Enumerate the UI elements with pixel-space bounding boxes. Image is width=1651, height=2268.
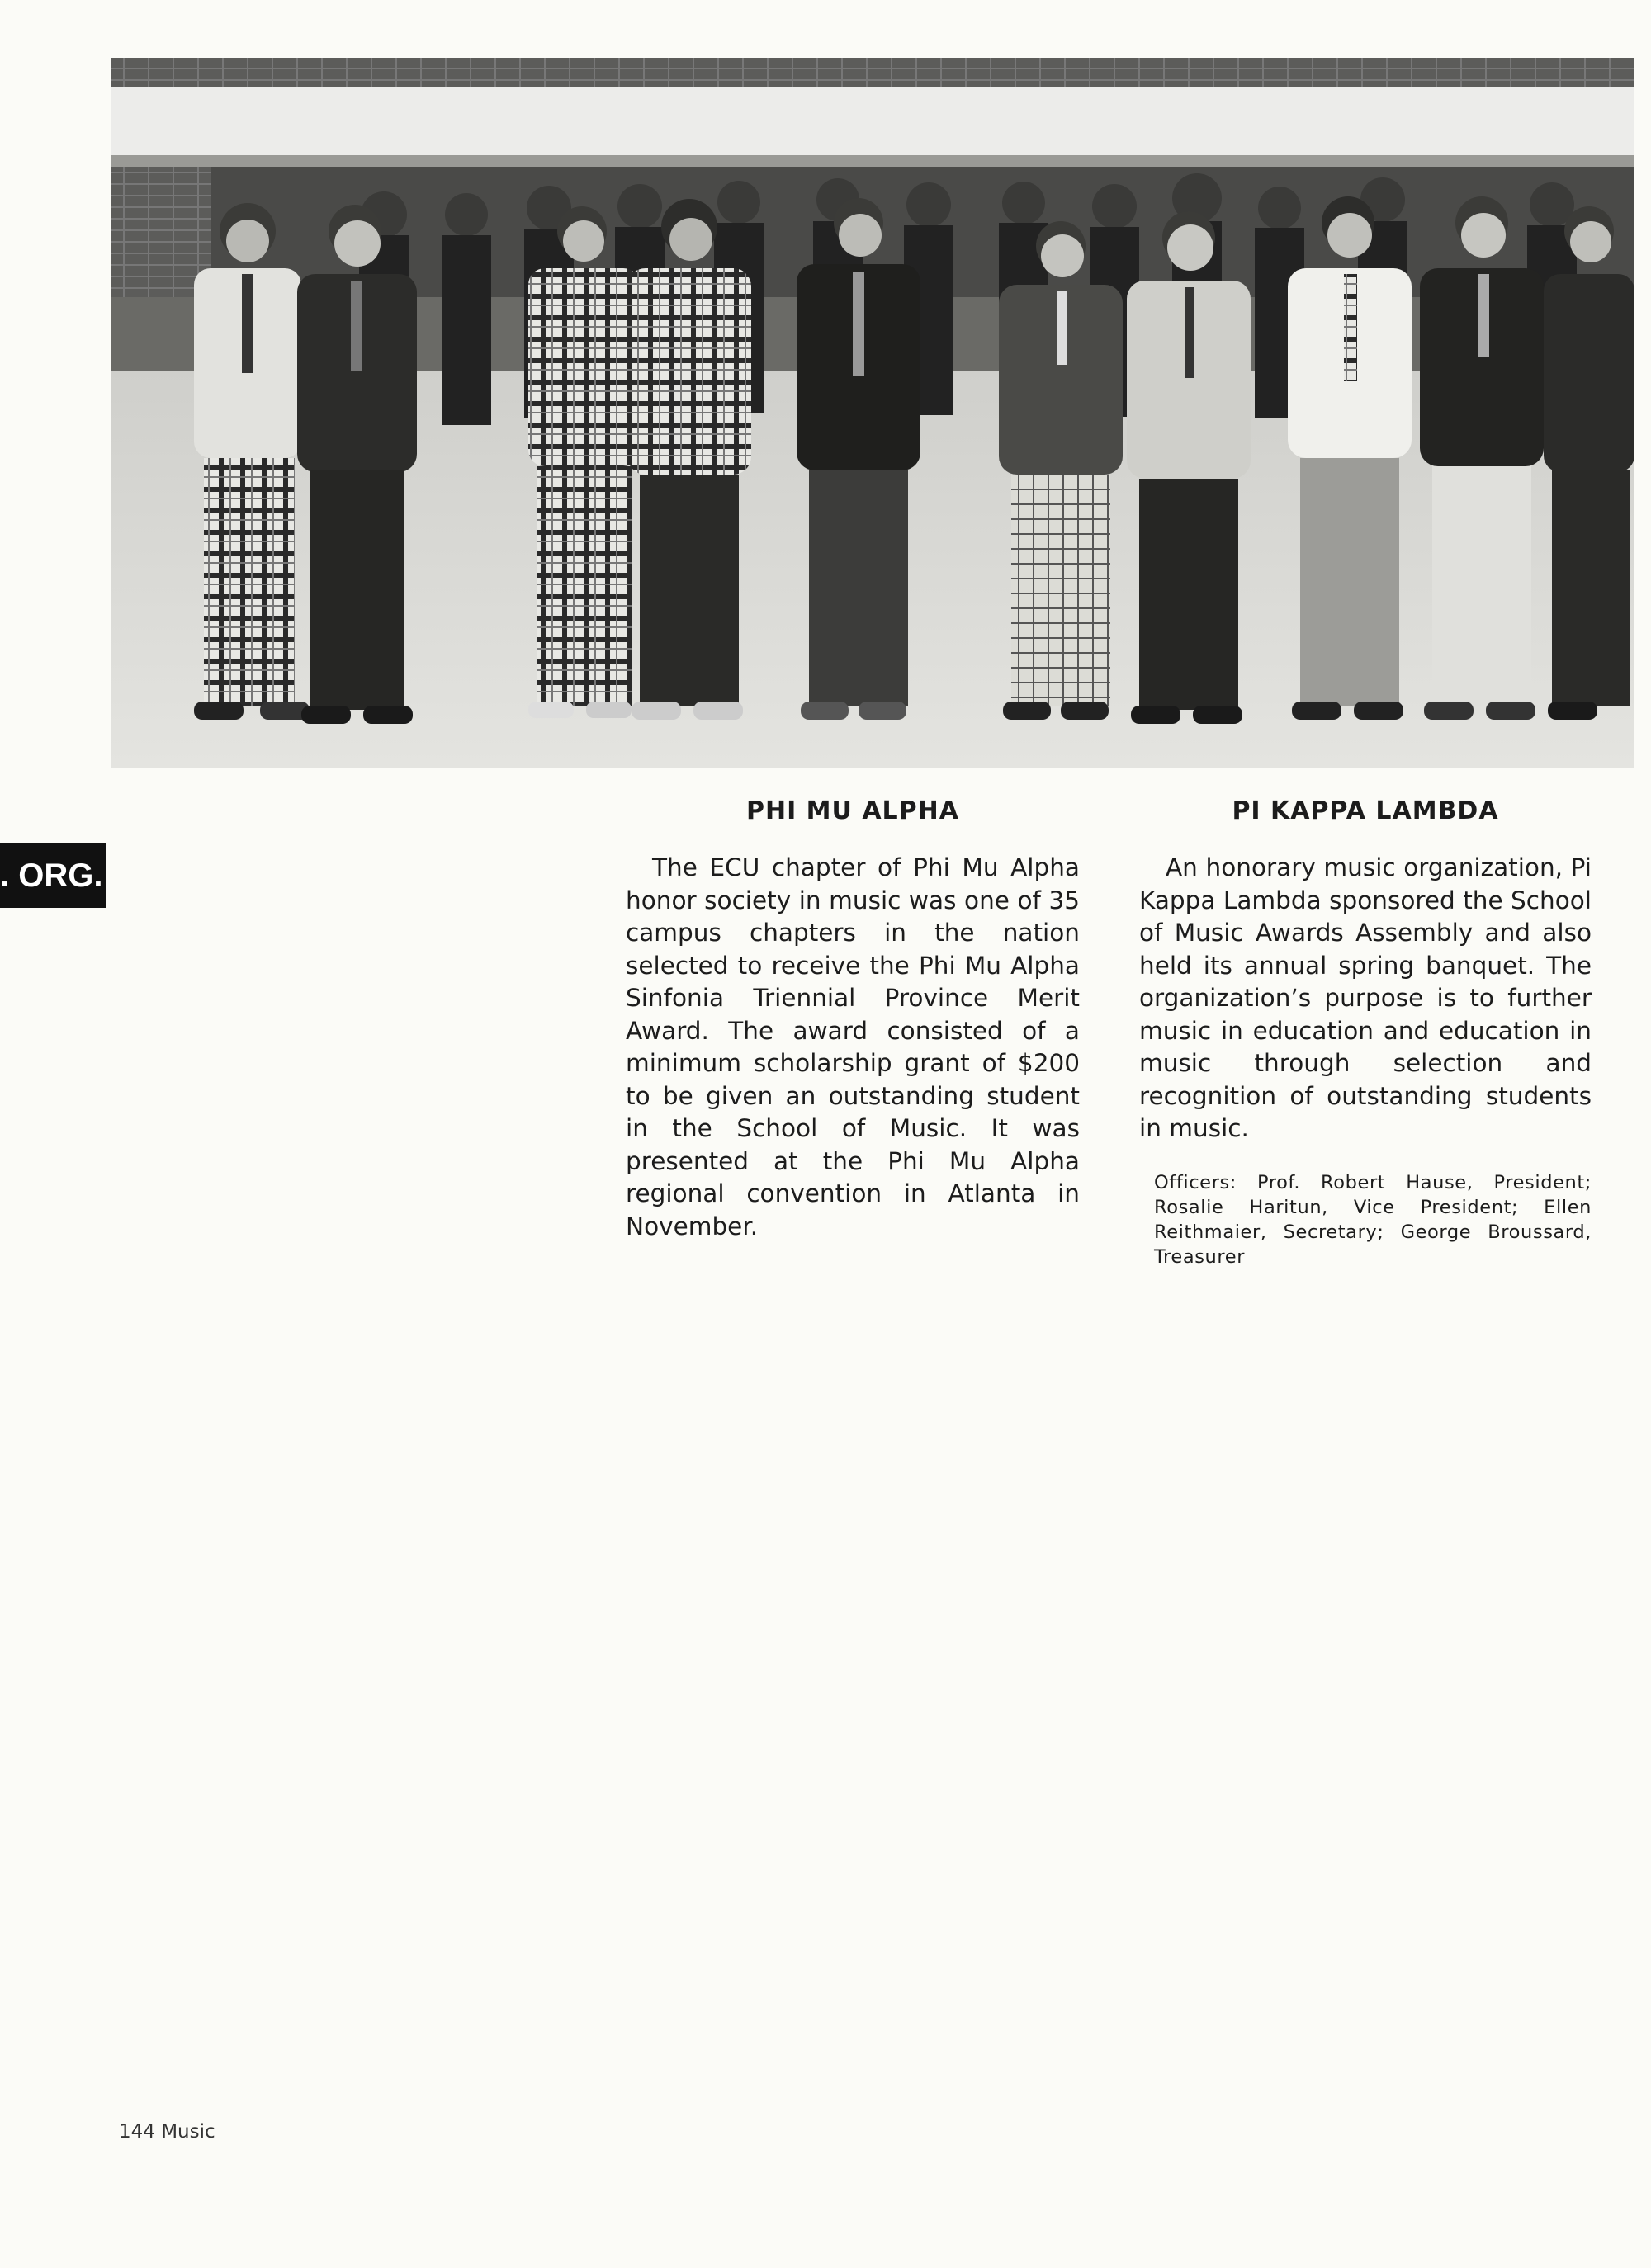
section-tab: . ORG.	[0, 843, 106, 908]
article-body: The ECU chapter of Phi Mu Alpha honor society in music was one of 35 campus chapters in the nation selected to receive the Phi Mu Alpha Sinfonia Triennial Province Merit Award. The award consisted of a minimum scholarship grant of $200 to be given an outstanding student in the School of Music. It was presented at the Phi Mu Alpha regional convention in Atlanta in November.	[626, 853, 1080, 1240]
article-body: An honorary music organization, Pi Kappa Lambda sponsored the School of Music Awards Assembly and also held its annual spring banquet. The organization’s purpose is to further music in education and education in music through selection and recognition of outstanding students in music.	[1139, 853, 1592, 1142]
article-heading: PHI MU ALPHA	[745, 796, 959, 825]
officers-caption: Officers: Prof. Robert Hause, President; Rosalie Haritun, Vice President; Ellen Reithmaier, Secretary; George Broussard, Treasurer	[1154, 1171, 1592, 1268]
article-heading: PI KAPPA LAMBDA	[1232, 796, 1499, 825]
group-photo-drawing	[111, 58, 1634, 768]
phi-mu-alpha-article	[626, 794, 1080, 1243]
pi-kappa-lambda-article	[1139, 794, 1592, 1269]
group-photo	[111, 58, 1634, 768]
page-folio: 144 Music	[119, 2121, 215, 2143]
